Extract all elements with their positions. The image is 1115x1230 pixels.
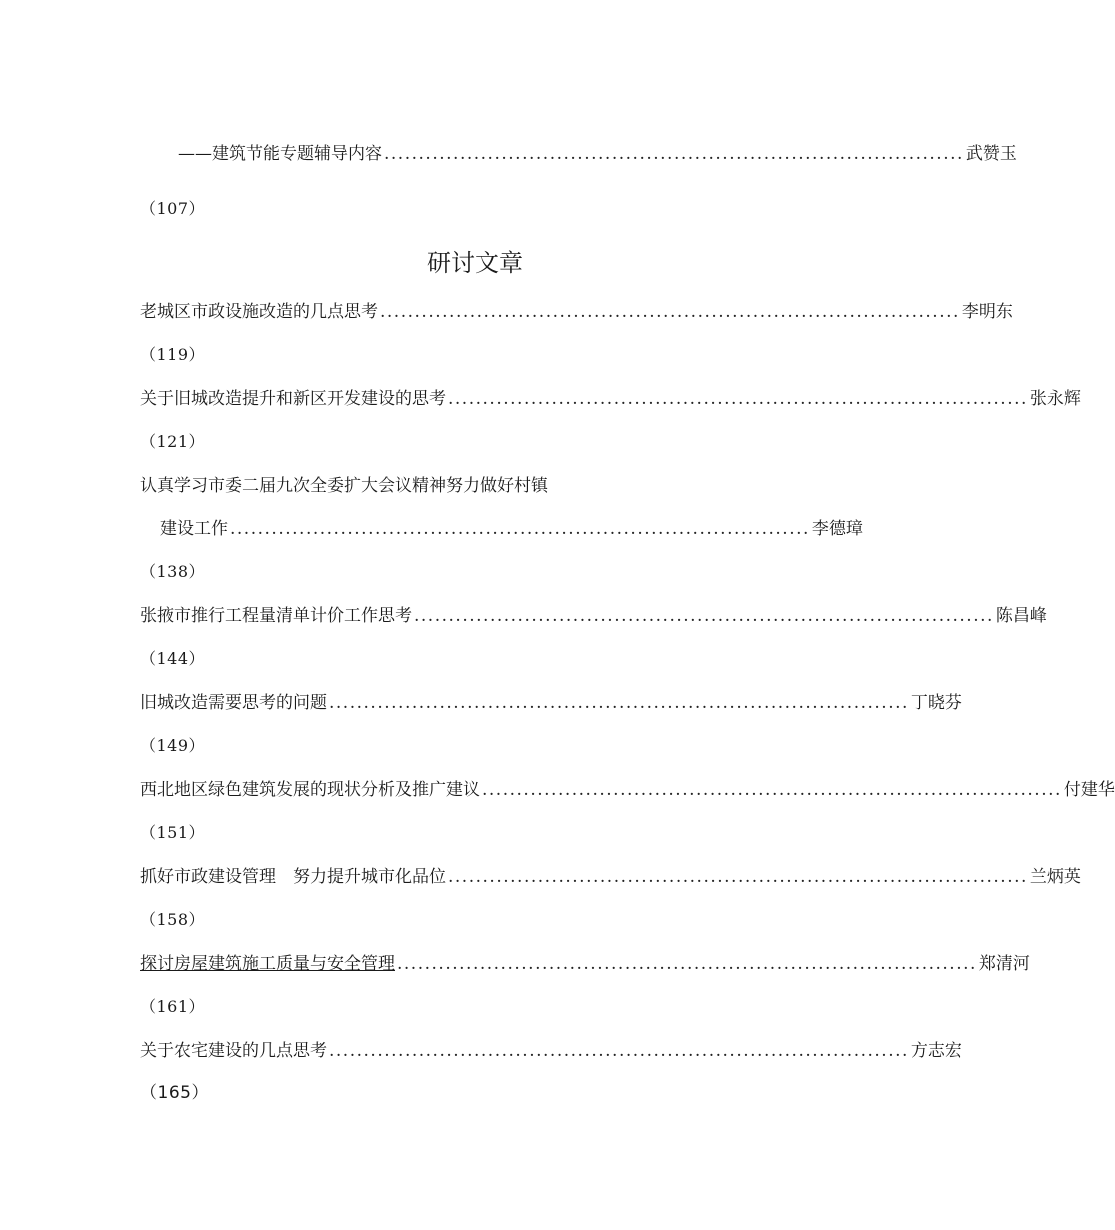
entry-page-number: （158）	[140, 910, 206, 929]
entry-title: 张掖市推行工程量清单计价工作思考	[140, 606, 412, 626]
leader-dots: ....................................................................................	[448, 389, 1028, 409]
entry-title: 关于旧城改造提升和新区开发建设的思考	[140, 389, 446, 409]
toc-entry	[140, 946, 1030, 974]
entry-author: 陈 昌 峰	[995, 606, 1047, 626]
section-heading: 研讨文章	[427, 249, 523, 277]
leader-dots: ....................................................................................	[384, 144, 964, 164]
entry-author: 李 明 东	[961, 302, 1013, 322]
entry-title: 探讨房屋建筑施工质量与安全管理	[140, 954, 395, 974]
leader-dots: ....................................................................................	[329, 693, 909, 713]
entry-page-number: （149）	[140, 736, 206, 755]
toc-entry	[160, 511, 863, 539]
entry-title: 旧城改造需要思考的问题	[140, 693, 327, 713]
entry-author: 张 永 辉	[1029, 389, 1081, 409]
leader-dots: ....................................................................................	[230, 519, 810, 539]
entry-author: 付 建 华	[1063, 780, 1115, 800]
entry-page-number: （119）	[140, 345, 206, 364]
leader-dots: ....................................................................................	[448, 867, 1028, 887]
entry-page-number: （107）	[140, 199, 206, 218]
leader-dots: ....................................................................................	[482, 780, 1062, 800]
entry-author: 郑 清 河	[978, 954, 1030, 974]
entry-page-number: （151）	[140, 823, 206, 842]
entry-title: 建设工作	[160, 519, 228, 539]
entry-title-line1: 认真学习市委二届九次全委扩大会议精神努力做好村镇	[140, 476, 548, 496]
entry-title: 抓好市政建设管理 努力提升城市化品位	[140, 867, 446, 887]
entry-page-number: （144）	[140, 649, 206, 668]
toc-entry	[140, 859, 1081, 887]
entry-page-number: （138）	[140, 562, 206, 581]
entry-author: 李 德 璋	[811, 519, 863, 539]
toc-entry	[140, 598, 1047, 626]
entry-title: 老城区市政设施改造的几点思考	[140, 302, 378, 322]
toc-entry	[140, 381, 1081, 409]
entry-page-number: （161）	[140, 997, 206, 1016]
toc-entry	[140, 685, 962, 713]
entry-author: 方 志 宏	[910, 1041, 962, 1061]
entry-title: 关于农宅建设的几点思考	[140, 1041, 327, 1061]
entry-page-number: （165）	[140, 1083, 209, 1103]
entry-author: 武 赞 玉	[965, 144, 1017, 164]
toc-entry	[140, 294, 1013, 322]
toc-entry	[140, 1033, 962, 1061]
toc-entry	[140, 772, 1115, 800]
entry-title: ——建筑节能专题辅导内容	[178, 144, 382, 164]
entry-page-number: （121）	[140, 432, 206, 451]
leader-dots: ....................................................................................	[380, 302, 960, 322]
leader-dots: ....................................................................................	[414, 606, 994, 626]
toc-entry-header	[178, 136, 1017, 164]
entry-author: 丁 晓 芬	[910, 693, 962, 713]
entry-title: 西北地区绿色建筑发展的现状分析及推广建议	[140, 780, 480, 800]
leader-dots: ....................................................................................	[397, 954, 977, 974]
leader-dots: ....................................................................................	[329, 1041, 909, 1061]
entry-author: 兰 炳 英	[1029, 867, 1081, 887]
